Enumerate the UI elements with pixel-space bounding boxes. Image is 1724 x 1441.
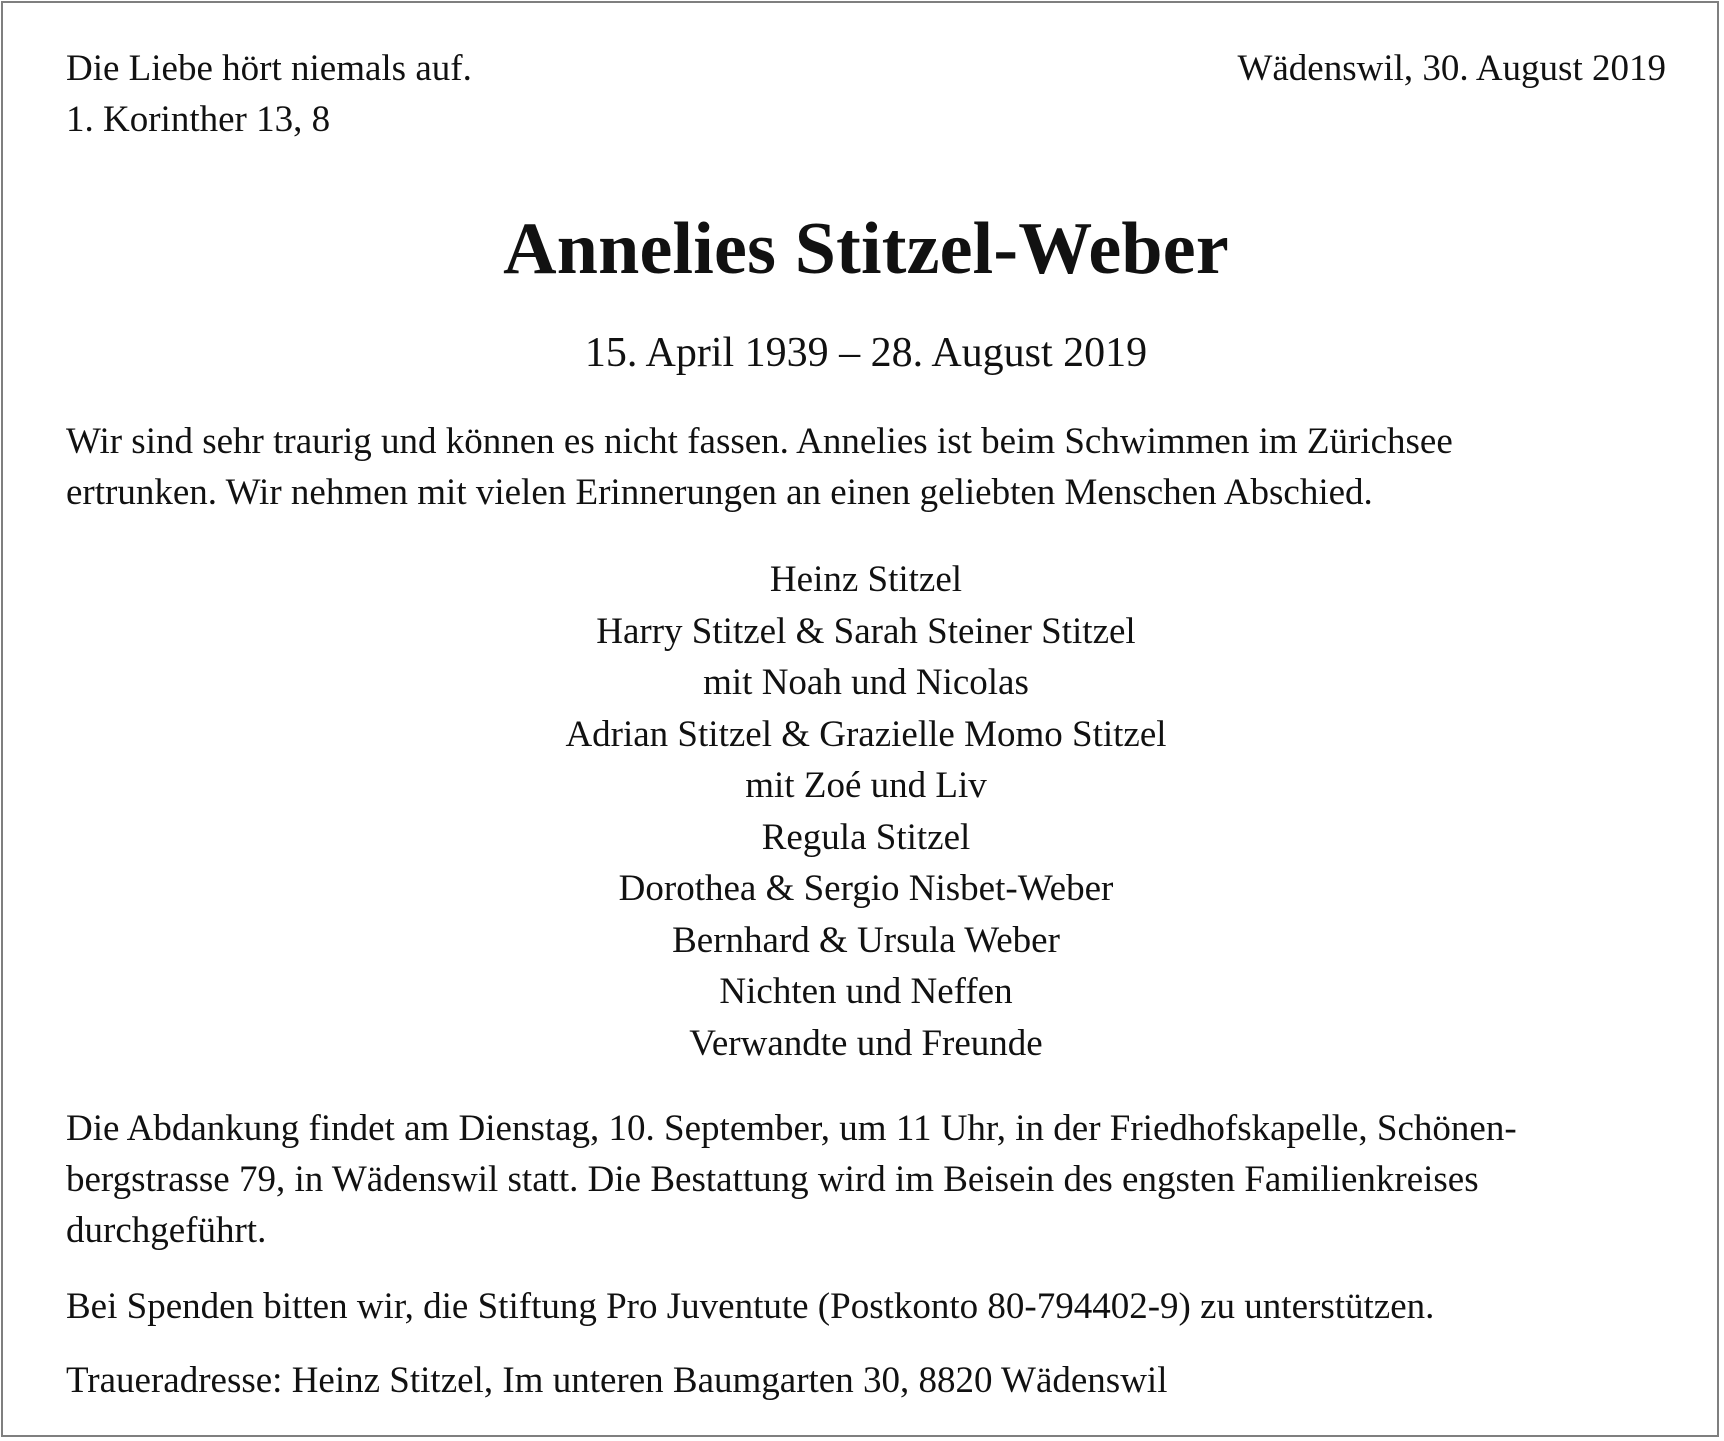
- mourning-message: [66, 416, 1666, 518]
- place-and-date: Wädenswil, 30. August 2019: [1237, 48, 1666, 89]
- mourner-entry: Bernhard & Ursula Weber: [672, 919, 1060, 961]
- mourner-entry: Nichten und Neffen: [719, 971, 1013, 1012]
- mourner-entry: Harry Stitzel & Sarah Steiner Stitzel: [596, 610, 1136, 652]
- message-line: ertrunken. Wir nehmen mit vielen Erinnerungen an einen geliebten Menschen Abschied.: [66, 472, 1373, 513]
- mourner-entry: Regula Stitzel: [761, 816, 971, 858]
- mourning-address: Traueradresse: Heinz Stitzel, Im unteren Baumgarten 30, 8820 Wädenswil: [66, 1360, 1168, 1401]
- deceased-name: Annelies Stitzel-Weber: [503, 208, 1229, 290]
- funeral-line: Die Abdankung findet am Dienstag, 10. September, um 11 Uhr, in der Friedhofskapelle, Schönen-: [66, 1108, 1517, 1149]
- mourner-entry: Dorothea & Sergio Nisbet-Weber: [618, 868, 1114, 909]
- funeral-line: bergstrasse 79, in Wädenswil statt. Die Bestattung wird im Beisein des engsten Familienkreises: [66, 1159, 1479, 1200]
- mourner-entry: mit Zoé und Liv: [745, 765, 987, 806]
- mourner-entry: Adrian Stitzel & Grazielle Momo Stitzel: [565, 713, 1167, 755]
- funeral-information: [66, 1103, 1666, 1256]
- mourner-entry: mit Noah und Nicolas: [703, 662, 1029, 703]
- bible-quote: [66, 43, 472, 145]
- message-line: Wir sind sehr traurig und können es nicht fassen. Annelies ist beim Schwimmen im Zürichsee: [66, 421, 1453, 462]
- notice-content: [66, 3, 1666, 1435]
- donation-note: Bei Spenden bitten wir, die Stiftung Pro Juventute (Postkonto 80-794402-9) zu unterstützen.: [66, 1286, 1435, 1327]
- obituary-notice: [1, 1, 1719, 1437]
- notice-header: [66, 43, 1666, 153]
- funeral-line: durchgeführt.: [66, 1210, 267, 1251]
- life-dates: 15. April 1939 – 28. August 2019: [584, 330, 1148, 376]
- mourner-entry: Verwandte und Freunde: [689, 1022, 1043, 1064]
- mourner-entry: Heinz Stitzel: [769, 559, 963, 600]
- mourners-list: [66, 554, 1666, 1069]
- quote-reference: 1. Korinther 13, 8: [66, 99, 331, 140]
- quote-text: Die Liebe hört niemals auf.: [66, 48, 472, 89]
